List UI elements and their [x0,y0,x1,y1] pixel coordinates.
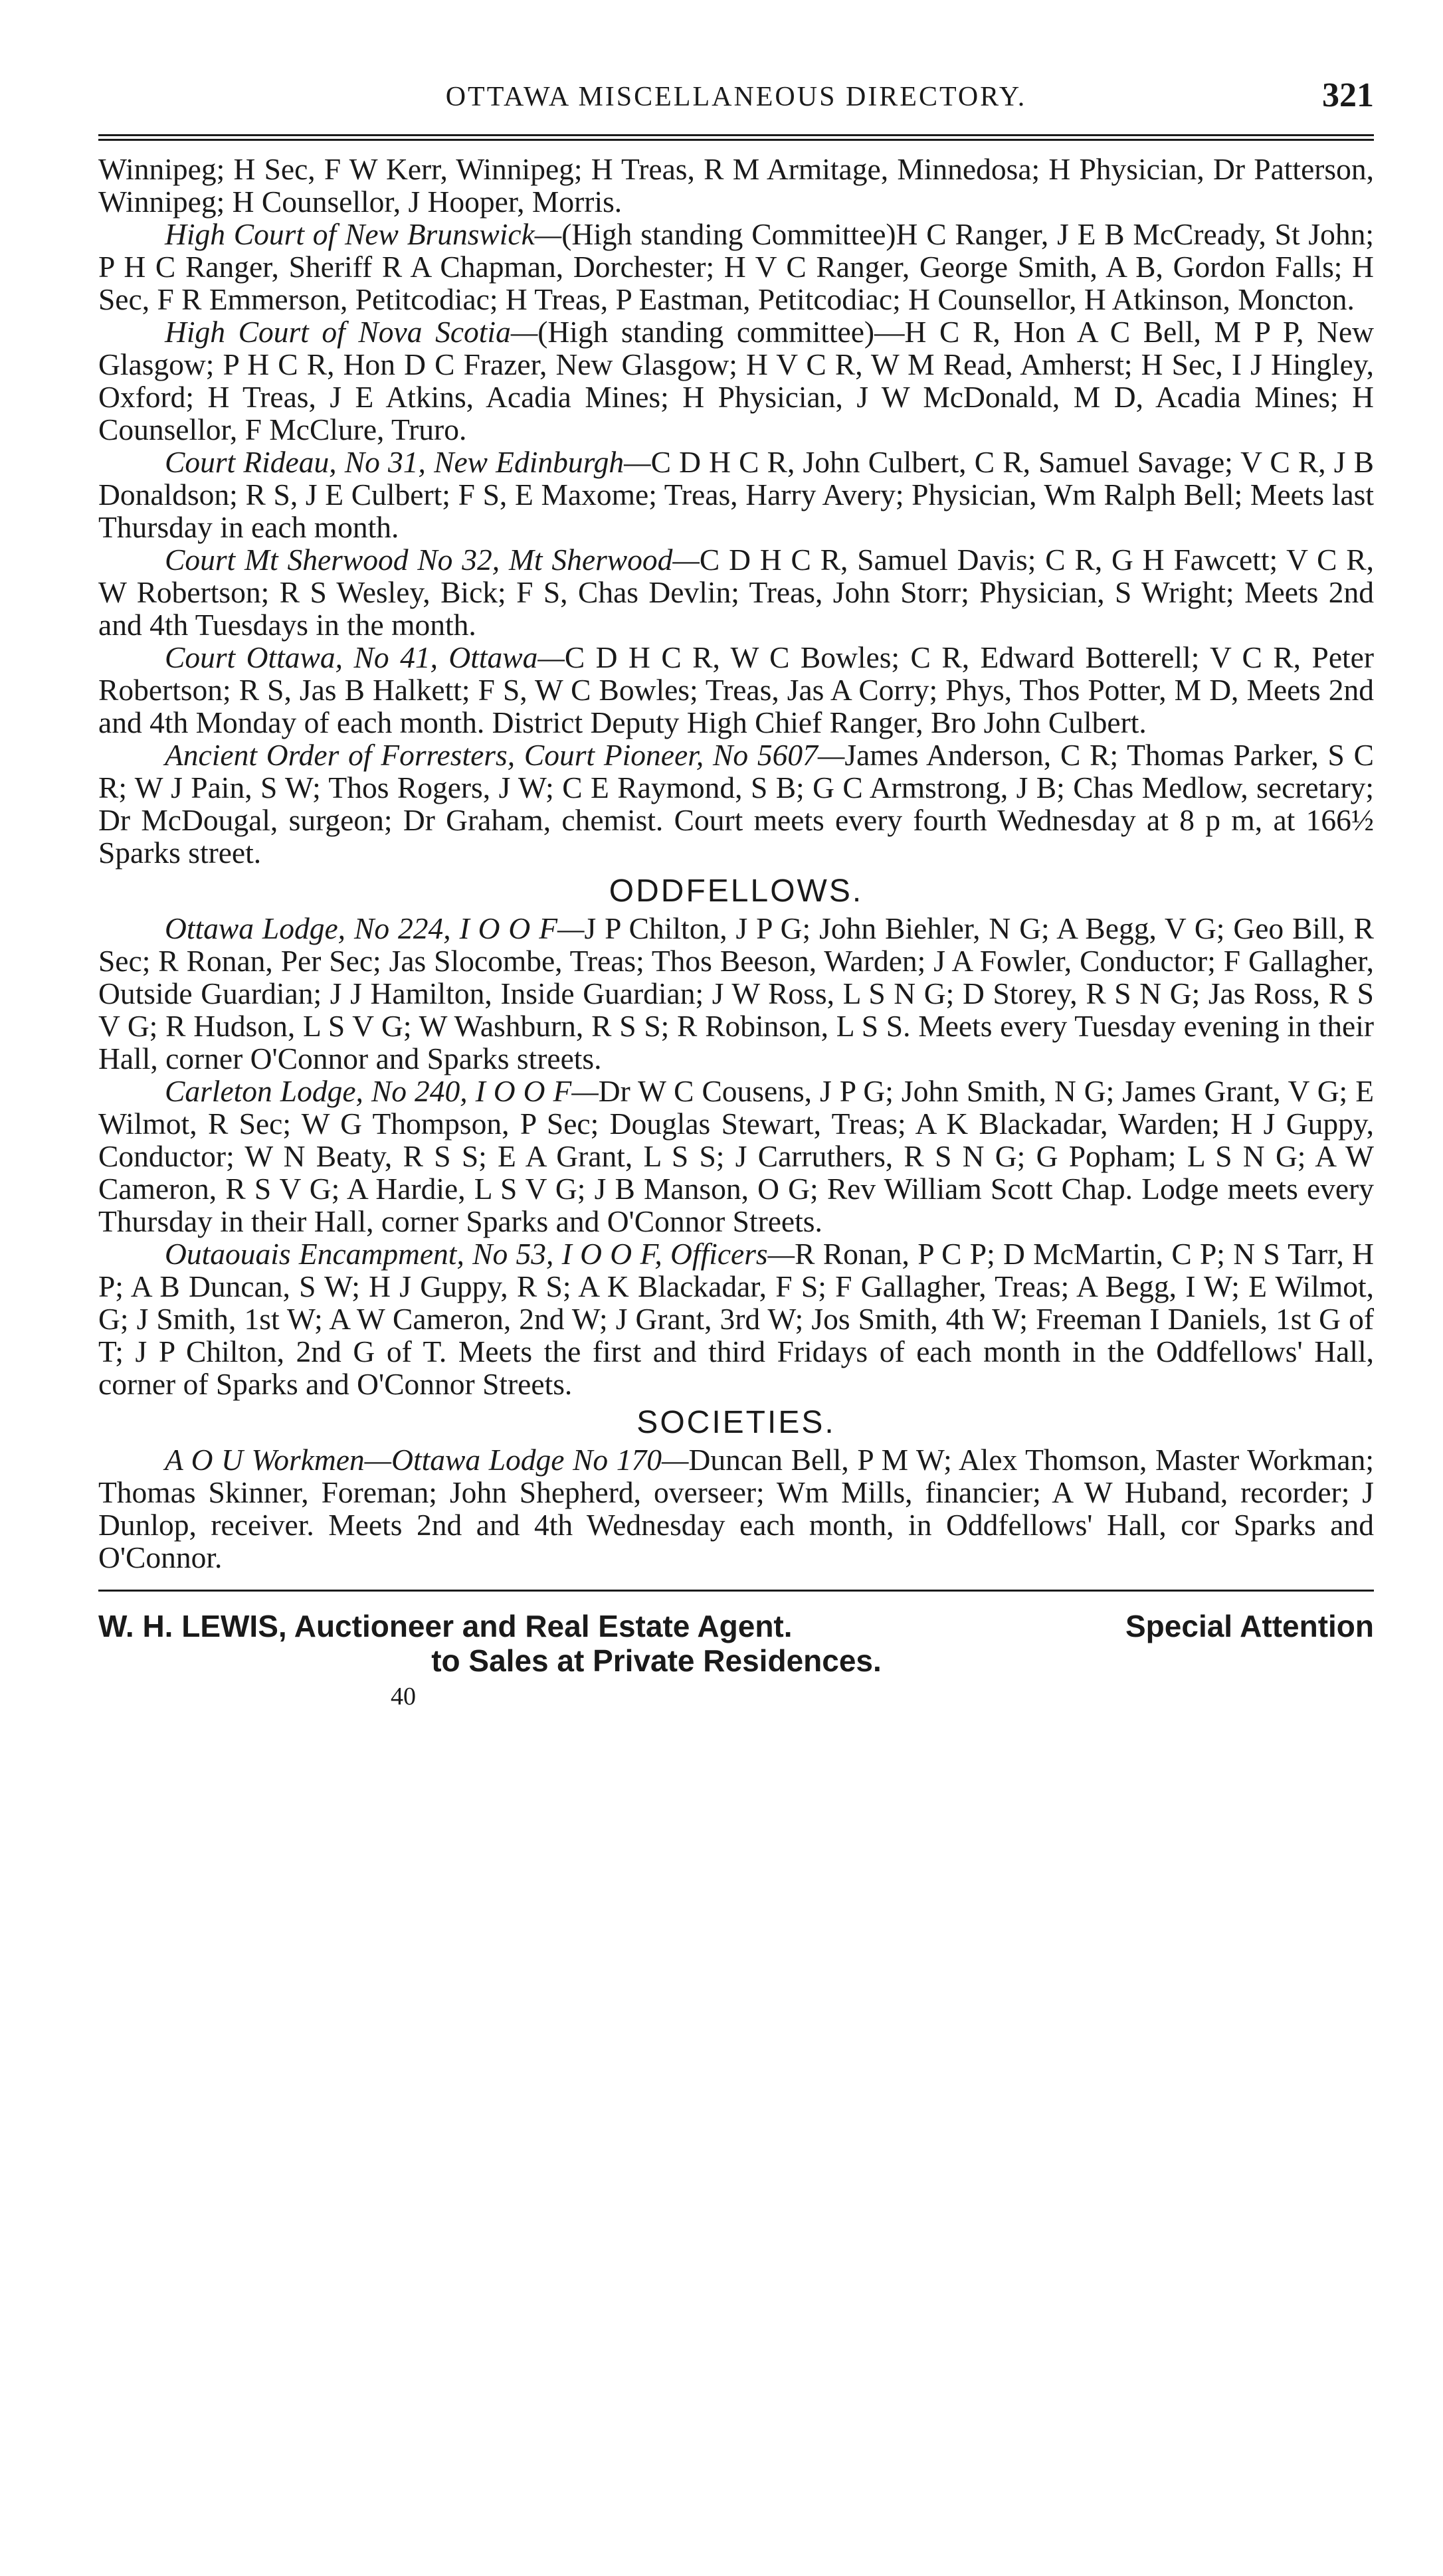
entry-court-rideau: Court Rideau, No 31, New Edinburgh—C D H C R, John Culbert, C R, Samuel Savage; V C R, J B Donaldson; R S, J E Culbert; F S, E Maxome; Treas, Harry Avery; Physician, Wm Ralph Bell; Meets last Thursday in each month. [98,445,1374,544]
running-title: OTTAWA MISCELLANEOUS DIRECTORY. [445,82,1027,112]
entry-court-ottawa: Court Ottawa, No 41, Ottawa—C D H C R, W C Bowles; C R, Edward Botterell; V C R, Peter Robertson; R S, Jas B Halkett; F S, W C Bowles; Treas, Jas A Corry; Phys, Thos Potter, M D, Meets 2nd and 4th Monday of each month. District Deputy High Chief Ranger, Bro John Culbert. [98,640,1374,739]
entry-ottawa-lodge: Ottawa Lodge, No 224, I O O F—J P Chilton, J P G; John Biehler, N G; A Begg, V G; Geo Bill, R Sec; R Ronan, Per Sec; Jas Slocombe, Treas; Thos Beeson, Warden; J A Fowler, Conductor; F Gallagher, Outside Guardian; J J Hamilton, Inside Guardian; J W Ross, L S N G; D Storey, R S N G; Jas Ross, R S V G; R Hudson, L S V G; W Washburn, R S S; R Robinson, L S S. Meets every Tuesday evening in their Hall, corner O'Connor and Sparks streets. [98,911,1374,1075]
entry-court-mt-sherwood: Court Mt Sherwood No 32, Mt Sherwood—C D H C R, Samuel Davis; C R, G H Fawcett; V C R, W Robertson; R S Wesley, Bick; F S, Chas Devlin; Treas, John Storr; Physician, S Wright; Meets 2nd and 4th Tuesdays in the month. [98,543,1375,642]
advertisement-rule [98,1590,1374,1592]
header-double-rule [98,134,1374,141]
ad-second-line: to Sales at Private Residences. [431,1643,882,1678]
signature-number: 40 [391,1683,416,1710]
entry-outaouais-encampment: Outaouais Encampment, No 53, I O O F, Officers—R Ronan, P C P; D McMartin, C P; N S Tarr, H P; A B Duncan, S W; H J Guppy, R S; A K Blackadar, F S; F Gallagher, Treas; A Begg, I W; E Wilmot, G; J Smith, 1st W; A W Cameron, 2nd W; J Grant, 3rd W; Jos Smith, 4th W; Freeman I Daniels, 1st G of T; J P Chilton, 2nd G of T. Meets the first and third Fridays of each month in the Oddfellows' Hall, corner of Sparks and O'Connor Streets. [98,1237,1374,1401]
page-header [98,73,1374,126]
ad-main-line: W. H. LEWIS, Auctioneer and Real Estate Agent. [98,1609,793,1643]
entry-court-pioneer: Ancient Order of Forresters, Court Pioneer, No 5607—James Anderson, C R; Thomas Parker, S C R; W J Pain, S W; Thos Rogers, J W; C E Raymond, S B; G C Armstrong, J B; Chas Medlow, secretary; Dr McDougal, surgeon; Dr Graham, chemist. Court meets every fourth Wednesday at 8 p m, at 166½ Sparks street. [98,738,1375,870]
entry-winnipeg-continued: Winnipeg; H Sec, F W Kerr, Winnipeg; H Treas, R M Armitage, Minnedosa; H Physician, Dr Patterson, Winnipeg; H Counsellor, J Hooper, Morris. [98,152,1374,219]
advertisement [98,1609,1374,1678]
directory-page [98,73,1374,1711]
section-heading-societies: SOCIETIES. [636,1405,836,1440]
entry-high-court-new-brunswick: High Court of New Brunswick—(High standing Committee)H C Ranger, J E B McCready, St John; P H C Ranger, Sheriff R A Chapman, Dorchester; H V C Ranger, George Smith, A B, Gordon Falls; H Sec, F R Emmerson, Petitcodiac; H Treas, P Eastman, Petitcodiac; H Counsellor, H Atkinson, Moncton. [98,217,1374,316]
entry-aou-workmen: A O U Workmen—Ottawa Lodge No 170—Duncan Bell, P M W; Alex Thomson, Master Workman; Thomas Skinner, Foreman; John Shepherd, overseer; Wm Mills, financier; A W Huband, recorder; J Dunlop, receiver. Meets 2nd and 4th Wednesday each month, in Oddfellows' Hall, cor Sparks and O'Connor. [98,1443,1375,1574]
entry-high-court-nova-scotia: High Court of Nova Scotia—(High standing committee)—H C R, Hon A C Bell, M P P, New Glasgow; P H C R, Hon D C Frazer, New Glasgow; H V C R, W M Read, Amherst; H Sec, I J Hingley, Oxford; H Treas, J E Atkins, Acadia Mines; H Physician, J W McDonald, M D, Acadia Mines; H Counsellor, F McClure, Truro. [98,315,1374,446]
section-heading-oddfellows: ODDFELLOWS. [609,874,864,909]
page-number: 321 [1322,76,1374,114]
entry-carleton-lodge: Carleton Lodge, No 240, I O O F—Dr W C Cousens, J P G; John Smith, N G; James Grant, V G; E Wilmot, R Sec; W G Thompson, P Sec; Douglas Stewart, Treas; A K Blackadar, Warden; H J Guppy, Conductor; W N Beaty, R S S; E A Grant, L S S; J Carruthers, R S N G; G Popham; L S N G; A W Cameron, R S V G; A Hardie, L S V G; J B Manson, O G; Rev William Scott Chap. Lodge meets every Thursday in their Hall, corner Sparks and O'Connor Streets. [98,1074,1374,1238]
ad-special-attention: Special Attention [1125,1609,1374,1643]
